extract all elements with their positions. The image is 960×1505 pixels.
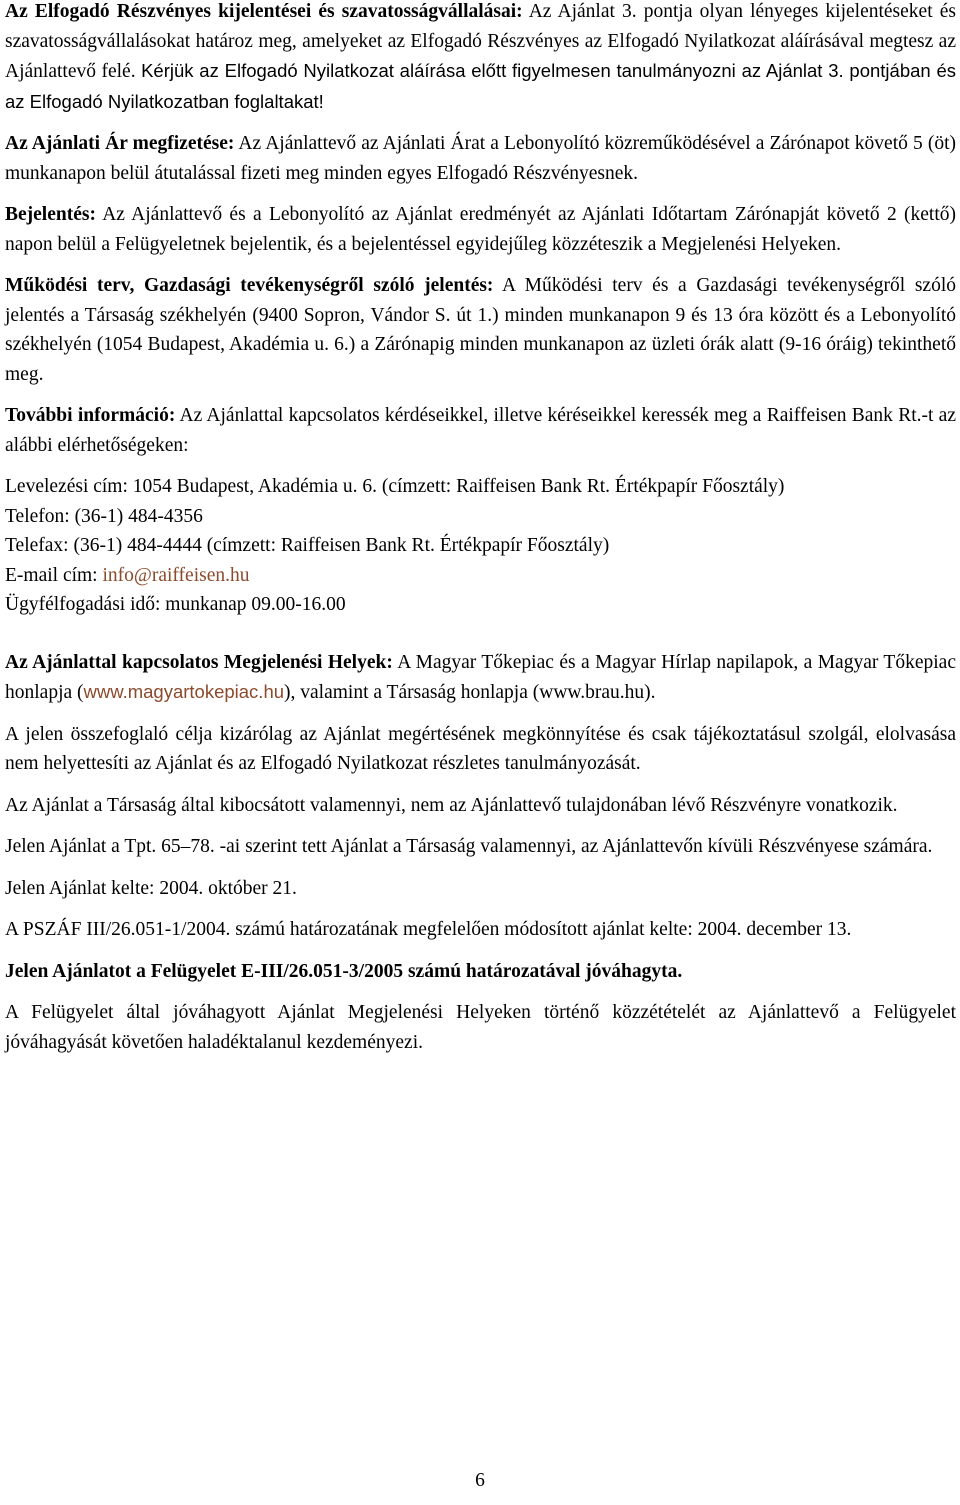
further-info-text: Az Ajánlattal kapcsolatos kérdéseikkel, illetve kéréseikkel keressék meg a Raiffeisen Bank Rt.-t az alábbi elérhetőségeken: — [5, 405, 956, 456]
contact-hours: Ügyfélfogadási idő: munkanap 09.00-16.00 — [5, 594, 346, 615]
paragraph-modified-date: A PSZÁF III/26.051-1/2004. számú határozatának megfelelően módosított ajánlat kelte: 2004. december 13. — [5, 919, 852, 940]
paragraph-scope: Az Ajánlat a Társaság által kibocsátott valamennyi, nem az Ajánlattevő tulajdonában lévő Részvényre vonatkozik. — [5, 794, 898, 816]
contact-email-line — [5, 561, 956, 591]
contact-block — [5, 472, 956, 620]
heading-publication-places: Az Ajánlattal kapcsolatos Megjelenési Helyek: — [5, 651, 393, 673]
paragraph-publication-places — [5, 648, 956, 708]
paragraph-announcement — [5, 200, 956, 259]
payment-text: Az Ajánlattevő az Ajánlati Árat a Lebonyolító közreműködésével a Zárónapot követő 5 (öt) munkanapon belül átutalással fizeti meg minden egyes Elfogadó Részvényesnek. — [5, 133, 956, 184]
paragraph-declarations — [5, 0, 956, 117]
declarations-request-text: Kérjük az Elfogadó Nyilatkozat aláírása előtt figyelmesen tanulmányozni az Ajánlat 3. pontjában és az Elfogadó Nyilatkozatban foglaltakat! — [5, 60, 956, 112]
contact-fax: Telefax: (36-1) 484-4444 (címzett: Raiffeisen Bank Rt. Értékpapír Főosztály) — [5, 535, 610, 556]
contact-address: Levelezési cím: 1054 Budapest, Akadémia u. 6. (címzett: Raiffeisen Bank Rt. Értékpapír Főosztály) — [5, 476, 785, 497]
paragraph-legal-basis: Jelen Ajánlat a Tpt. 65–78. -ai szerint tett Ajánlat a Társaság valamennyi, az Ajánlattevőn kívüli Részvényese számára. — [5, 836, 933, 857]
document-page — [5, 0, 956, 1069]
publication-places-text-end: ), valamint a Társaság honlapja (www.brau.hu). — [284, 682, 656, 703]
paragraph-operating-plan — [5, 271, 956, 389]
heading-further-info: További információ: — [5, 405, 176, 426]
contact-email-label: E-mail cím: — [5, 564, 103, 586]
paragraph-publication-initiation: A Felügyelet által jóváhagyott Ajánlat Megjelenési Helyeken történő közzétételét az Ajánlattevő a Felügyelet jóváhagyását követően haladéktalanul kezdeményezi. — [5, 1002, 956, 1053]
paragraph-summary-purpose: A jelen összefoglaló célja kizárólag az Ajánlat megértésének megkönnyítése és csak tájékoztatásul szolgál, elolvasása nem helyettesíti az Ajánlat és az Elfogadó Nyilatkozat részletes tanulmányozását. — [5, 723, 956, 774]
declarations-text: Az Ajánlat 3. pontja olyan lényeges kijelentéseket és szavatosságvállalásokat határoz meg, amelyeket az Elfogadó Részvényes az Elfogadó Nyilatkozat aláírásával megtesz az Ajánlattevő felé. — [5, 1, 956, 82]
paragraph-further-info — [5, 401, 956, 460]
heading-operating-plan: Működési terv, Gazdasági tevékenységről szóló jelentés: — [5, 275, 494, 296]
website-link[interactable]: www.magyartokepiac.hu — [83, 681, 285, 702]
operating-plan-text: A Működési terv és a Gazdasági tevékenységről szóló jelentés a Társaság székhelyén (9400 Sopron, Vándor S. út 1.) minden munkanapon 9 és 13 óra között és a Lebonyolító székhelyén (1054 Budapest, Akadémia u. 6.) a Zárónapig minden munkanapon az üzleti órák alatt (9-16 óráig) tekinthető meg. — [5, 275, 956, 385]
heading-payment: Az Ajánlati Ár megfizetése: — [5, 133, 235, 154]
paragraph-offer-date: Jelen Ajánlat kelte: 2004. október 21. — [5, 877, 297, 899]
email-link[interactable]: info@raiffeisen.hu — [102, 564, 250, 586]
paragraph-payment — [5, 129, 956, 188]
page-number: 6 — [475, 1470, 485, 1491]
heading-announcement: Bejelentés: — [5, 204, 96, 225]
contact-phone: Telefon: (36-1) 484-4356 — [5, 505, 203, 527]
publication-places-text: A Magyar Tőkepiac és a Magyar Hírlap napilapok, a Magyar Tőkepiac honlapja ( — [5, 651, 956, 703]
heading-declarations: Az Elfogadó Részvényes kijelentései és szavatosságvállalásai: — [5, 1, 523, 22]
announcement-text: Az Ajánlattevő és a Lebonyolító az Ajánlat eredményét az Ajánlati Időtartam Zárónapját követő 2 (kettő) napon belül a Felügyeletnek bejelentik, és a bejelentéssel egyidejűleg közzéteszik a Megjelenési Helyeken. — [5, 204, 956, 255]
paragraph-approval: Jelen Ajánlatot a Felügyelet E-III/26.051-3/2005 számú határozatával jóváhagyta. — [5, 960, 683, 982]
